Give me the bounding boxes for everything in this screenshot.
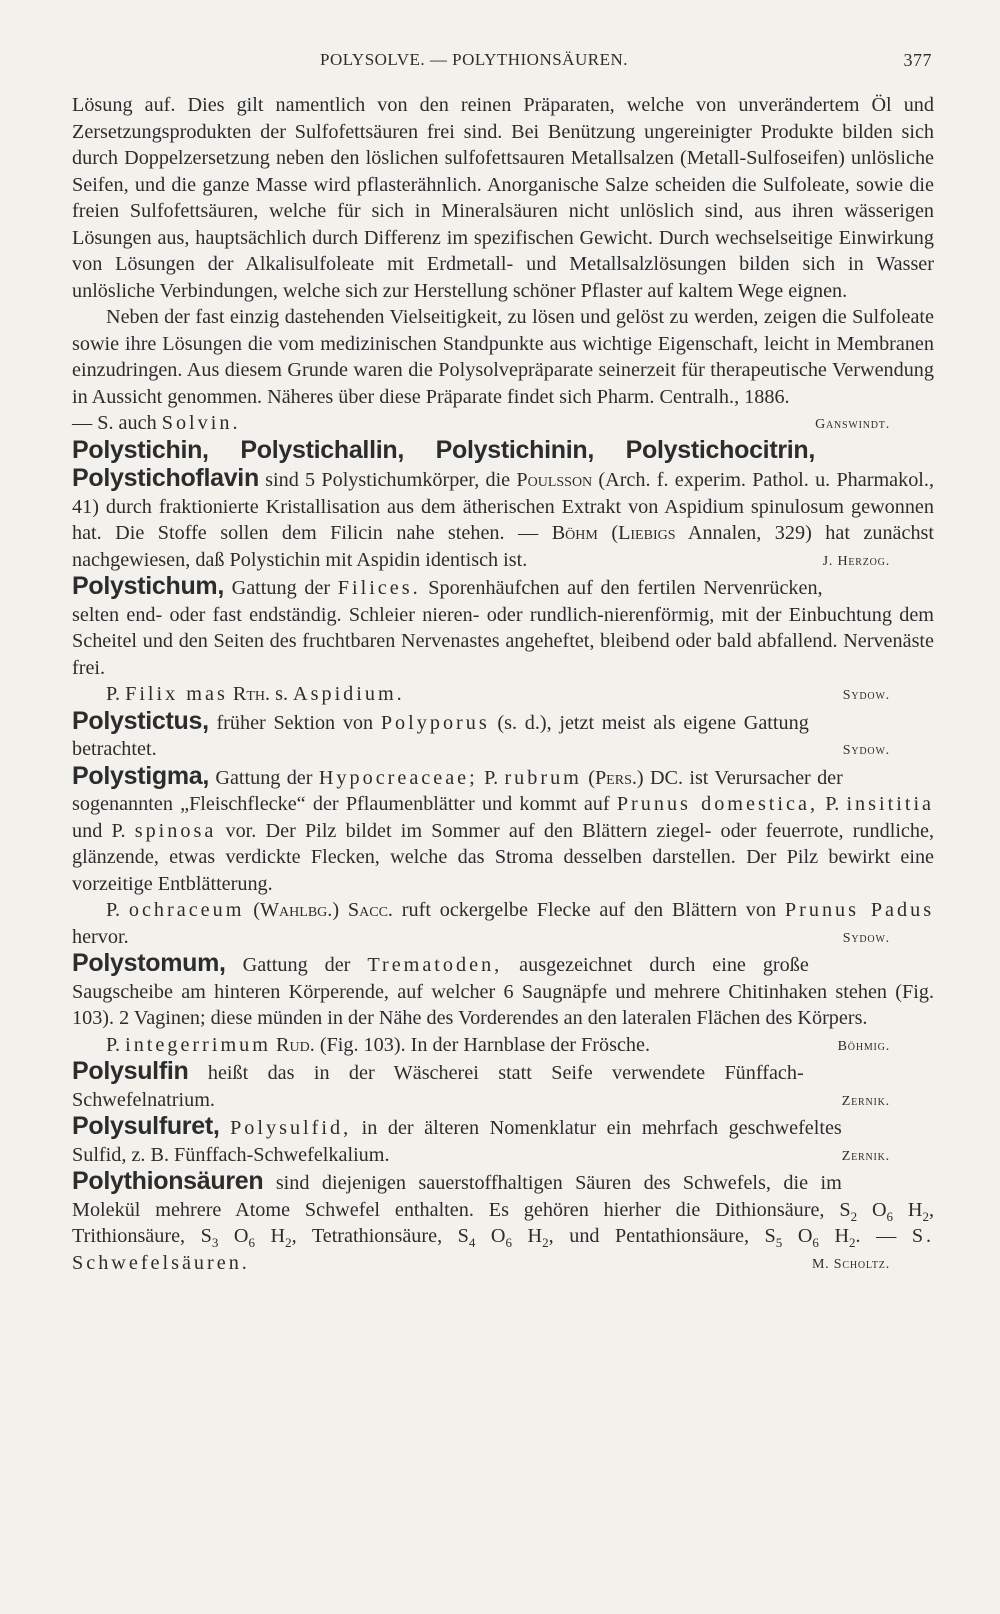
entry-lemma: Polystigma, [72,761,210,790]
author-name: Poulsson [516,469,593,491]
subscript: 6 [505,1235,513,1251]
element-symbol: O [490,1225,506,1247]
author-signature: J. Herzog. [822,553,890,569]
element-symbol: H [527,1225,543,1247]
entry-lemma: Polythionsäuren [72,1167,264,1195]
entry-lemma: Polystictus, [72,706,209,735]
text-fragment: s. [275,683,288,705]
text-fragment: P. [825,793,840,815]
species-name: Filix mas [125,683,228,705]
formula-dithionic-acid [839,1198,929,1224]
entry-lemma: Polystichum, [72,572,224,600]
cross-reference: Hypocreaceae; [318,766,478,789]
cross-reference: Polyporus [380,711,490,734]
text-fragment: P. [106,899,121,921]
paragraph-text: Neben der fast einzig dastehenden Vielseitigkeit, zu lösen und gelöst zu werden, zeigen die Sulfoleate sowie ihre Lösungen die vom medizinischen Standpunkte aus wichtige Eigenschaft, leicht in Membranen einzudringen. Aus diesem Grunde waren die Polysolvepräparate seinerzeit für therapeutische Verwendung in Aussicht genommen. Näheres über diese Präparate findet sich Pharm. Centralh., 1886. [72,306,934,408]
cross-reference: S. Schwefelsäuren. [72,1225,935,1274]
author-signature: Sydow. [842,688,890,703]
text-fragment: und P. [72,819,126,842]
entry-lemma: Polysulfuret, [72,1112,220,1140]
cross-reference: Solvin. [161,412,241,434]
cross-reference: Filices. [337,577,421,599]
text-fragment: (Arch. f. experim. Pathol. u. Pharmakol., 41) durch fraktionierte Kristallisation aus dem ätherischen Extrakt von Aspidium spinulosum gewonnen hat. Die Stoffe sollen dem Filicin nahe stehen. — [72,469,934,544]
text-fragment: ( [588,766,595,789]
text-fragment: (Fig. 103). In der Harnblase der Frösche. [319,1033,651,1056]
species-name: Prunus domestica, [616,793,818,815]
entry-polysulfin [72,1058,934,1113]
species-name: Prunus Padus [784,899,935,921]
text-fragment: P. [106,1033,121,1056]
species-name: spinosa [134,819,217,842]
running-head [72,44,932,72]
entry-polythionsaeuren: Polythionsäuren sind diejenigen sauerstoffhaltigen Säuren des Schwefels, die im Molekül mehrere Atome Schwefel enthalten. Es gehören hierher die Dithionsäure, $S_2$ $O_6$ $H_2$, Trithionsäure, $S_3$ $O_6$ $H_2$, Tetrathionsäure, $S_4$ $O_6$ $H_2$, und Pentathionsäure, $S_5$ $O_6$ $H_2$. — S. Schwefelsäuren. M. Scholtz. [72,1168,934,1276]
formula-trithionic-acid [200,1225,292,1251]
text-fragment: P. [106,683,121,705]
subscript: 2 [542,1235,549,1251]
text-fragment: sind diejenigen sauerstoffhaltigen Säuren des Schwefels, die im Molekül mehrere Atome Schwefel enthalten. Es gehören hierher die Dithionsäure, [72,1172,842,1221]
subscript: 2 [849,1235,856,1251]
entry-lemma: Polystichin, Polystichallin, Polystichinin, Polystichocitrin, Polystichoflavin [72,435,816,492]
subscript: 6 [248,1235,255,1251]
element-symbol: S [764,1225,776,1247]
running-head-title: POLYSOLVE. — POLYTHIONSÄUREN. [320,50,628,69]
author-name: Liebigs [618,522,676,544]
text-fragment: Annalen, 329) hat zunächst nachgewiesen, daß Polystichin mit Aspidin identisch ist. [72,522,935,571]
subscript: 2 [285,1235,292,1251]
species-name: insititia [846,793,935,815]
text-fragment: heißt das in der Wäscherei statt Seife verwendete Fünffach-Schwefelnatrium. [72,1062,804,1111]
element-symbol: H [270,1225,286,1247]
text-fragment: ( [611,522,619,544]
subscript: 2 [922,1208,929,1224]
text-fragment: ruft ockergelbe Flecke auf den Blättern von [401,899,777,921]
text-fragment: Trithionsäure, [72,1225,186,1247]
text-fragment: — [876,1225,897,1247]
entry-lemma: Polystomum, [72,949,226,977]
author-signature: Sydow. [842,743,890,758]
author-signature: Ganswindt. [815,417,890,432]
author-name: Böhm [551,522,598,544]
element-symbol: S [200,1225,212,1247]
paragraph-sulfoleate-1 [72,92,934,304]
entry-polystichin [72,437,934,574]
author-signature: M. Scholtz. [811,1256,890,1272]
cross-reference: Trematoden, [367,954,503,976]
text-fragment: früher Sektion von [216,711,374,734]
text-fragment: — S. auch [72,412,157,434]
entry-polystigma [72,763,934,898]
text-fragment: (s. d.), jetzt meist als eigene Gattung betrachtet. [72,711,809,760]
subscript: 4 [468,1235,476,1251]
element-symbol: O [233,1225,249,1247]
text-fragment: in der älteren Nomenklatur ein mehrfach geschwefeltes Sulfid, z. B. Fünffach-Schwefelkalium. [72,1117,842,1166]
paragraph-text: Lösung auf. Dies gilt namentlich von den reinen Präparaten, welche von unverändertem Öl und Zersetzungsprodukten der Sulfofettsäuren frei sind. Bei Benützung ungereinigter Produkte bilden sich durch Doppelzersetzung neben den löslichen sulfofettsauren Metallsalzen (Metall-Sulfoseifen) unlösliche Seifen, und die ganze Masse wird pflasterähnlich. Anorganische Salze scheiden die Sulfoleate, sowie die freien Sulfofettsäuren, welche für sich in Mineralsäuren nicht unlöslich sind, aus ihren wässerigen Lösungen aus, hauptsächlich durch Differenz im spezifischen Gewicht. Durch wechselseitige Einwirkung von Lösungen der Alkalisulfoleate mit Erdmetall- und Metallsalzlösungen bilden sich in Wasser unlösliche Verbindungen, welche sich zur Herstellung schöner Pflaster auf kaltem Wege eignen. [72,94,934,302]
species-name: rubrum [504,766,582,789]
text-fragment: P. [484,766,499,789]
entry-polysulfuret [72,1113,934,1168]
author-signature: Sydow. [842,930,890,946]
page-number: 377 [903,50,932,70]
cross-reference: Polysulfid, [230,1117,352,1139]
formula-pentathionic-acid [764,1225,856,1251]
text-fragment: hervor. [72,925,129,948]
element-symbol: O [797,1225,813,1247]
element-symbol: S [839,1198,851,1221]
author-name: Sacc. [347,899,393,921]
entry-polystictus [72,708,934,763]
author-name: Rud. [276,1033,315,1056]
text-fragment: Gattung der [242,954,351,976]
entry-polystichum [72,573,934,681]
cross-reference: Aspidium. [293,683,405,705]
paragraph-polystigma-2 [72,897,934,950]
element-symbol: S [457,1225,469,1247]
text-fragment: ( [253,899,260,921]
author-signature: Zernik. [841,1093,890,1109]
species-name: ochraceum [128,899,245,921]
text-fragment: ) [332,899,340,921]
author-signature: Böhmig. [837,1038,890,1054]
subscript: 3 [211,1235,219,1251]
subscript: 5 [775,1235,783,1251]
subscript: 2 [850,1208,858,1224]
formula-tetrathionic-acid [457,1225,549,1251]
text-fragment: und Pentathionsäure, [569,1225,750,1247]
text-fragment: vor. Der Pilz bildet im Sommer auf den Blättern ziegel- oder feuerrote, rundliche, glänzende, etwas verdickte Flecken, welche das Stroma desselben darstellen. Der Pilz bewirkt eine vorzeitige Entblätterung. [72,819,934,895]
element-symbol: H [834,1225,850,1247]
paragraph-polystomum-2 [72,1032,934,1059]
text-fragment: Gattung der [231,577,331,599]
entry-polystomum [72,950,934,1032]
subscript: 6 [812,1235,819,1251]
author-name: Rth. [232,683,271,705]
text-fragment: Tetrathionsäure, [311,1225,443,1247]
subscript: 6 [886,1208,894,1224]
author-signature: Zernik. [841,1148,890,1164]
main-text [72,92,934,1278]
paragraph-polystichum-2 [72,681,934,708]
text-fragment: ) DC. ist Verursacher der sogenannten „Fleischflecke“ der Pflaumenblätter und kommt auf [72,766,843,815]
element-symbol: O [871,1198,887,1221]
entry-lemma: Polysulfin [72,1057,189,1085]
element-symbol: H [907,1198,923,1221]
species-name: integerrimum [125,1033,271,1056]
paragraph-sulfoleate-2 [72,304,934,410]
author-name: Wahlbg. [260,899,333,921]
text-fragment: Sporenhäufchen auf den fertilen Nervenrücken, selten end- oder fast endständig. Schleier nieren- oder rundlich-nierenförmig, mit der Einbuchtung dem Scheitel und den Seiten des fruchtbaren Nervenastes angeheftet, bleibend oder bald abfallend. Nervenäste frei. [72,577,934,679]
paragraph-sulfoleate-3 [72,410,934,437]
author-name: Pers. [594,766,637,789]
text-fragment: Gattung der [215,766,313,789]
text-fragment: sind 5 Polystichumkörper, die [265,469,511,491]
text-fragment: ausgezeichnet durch eine große Saugscheibe am hinteren Körperende, auf welcher 6 Saugnäpfe und mehrere Chitinhaken stehen (Fig. 103). 2 Vaginen; diese münden in der Nähe des Vorderendes an den lateralen Flächen des Körpers. [72,954,934,1029]
